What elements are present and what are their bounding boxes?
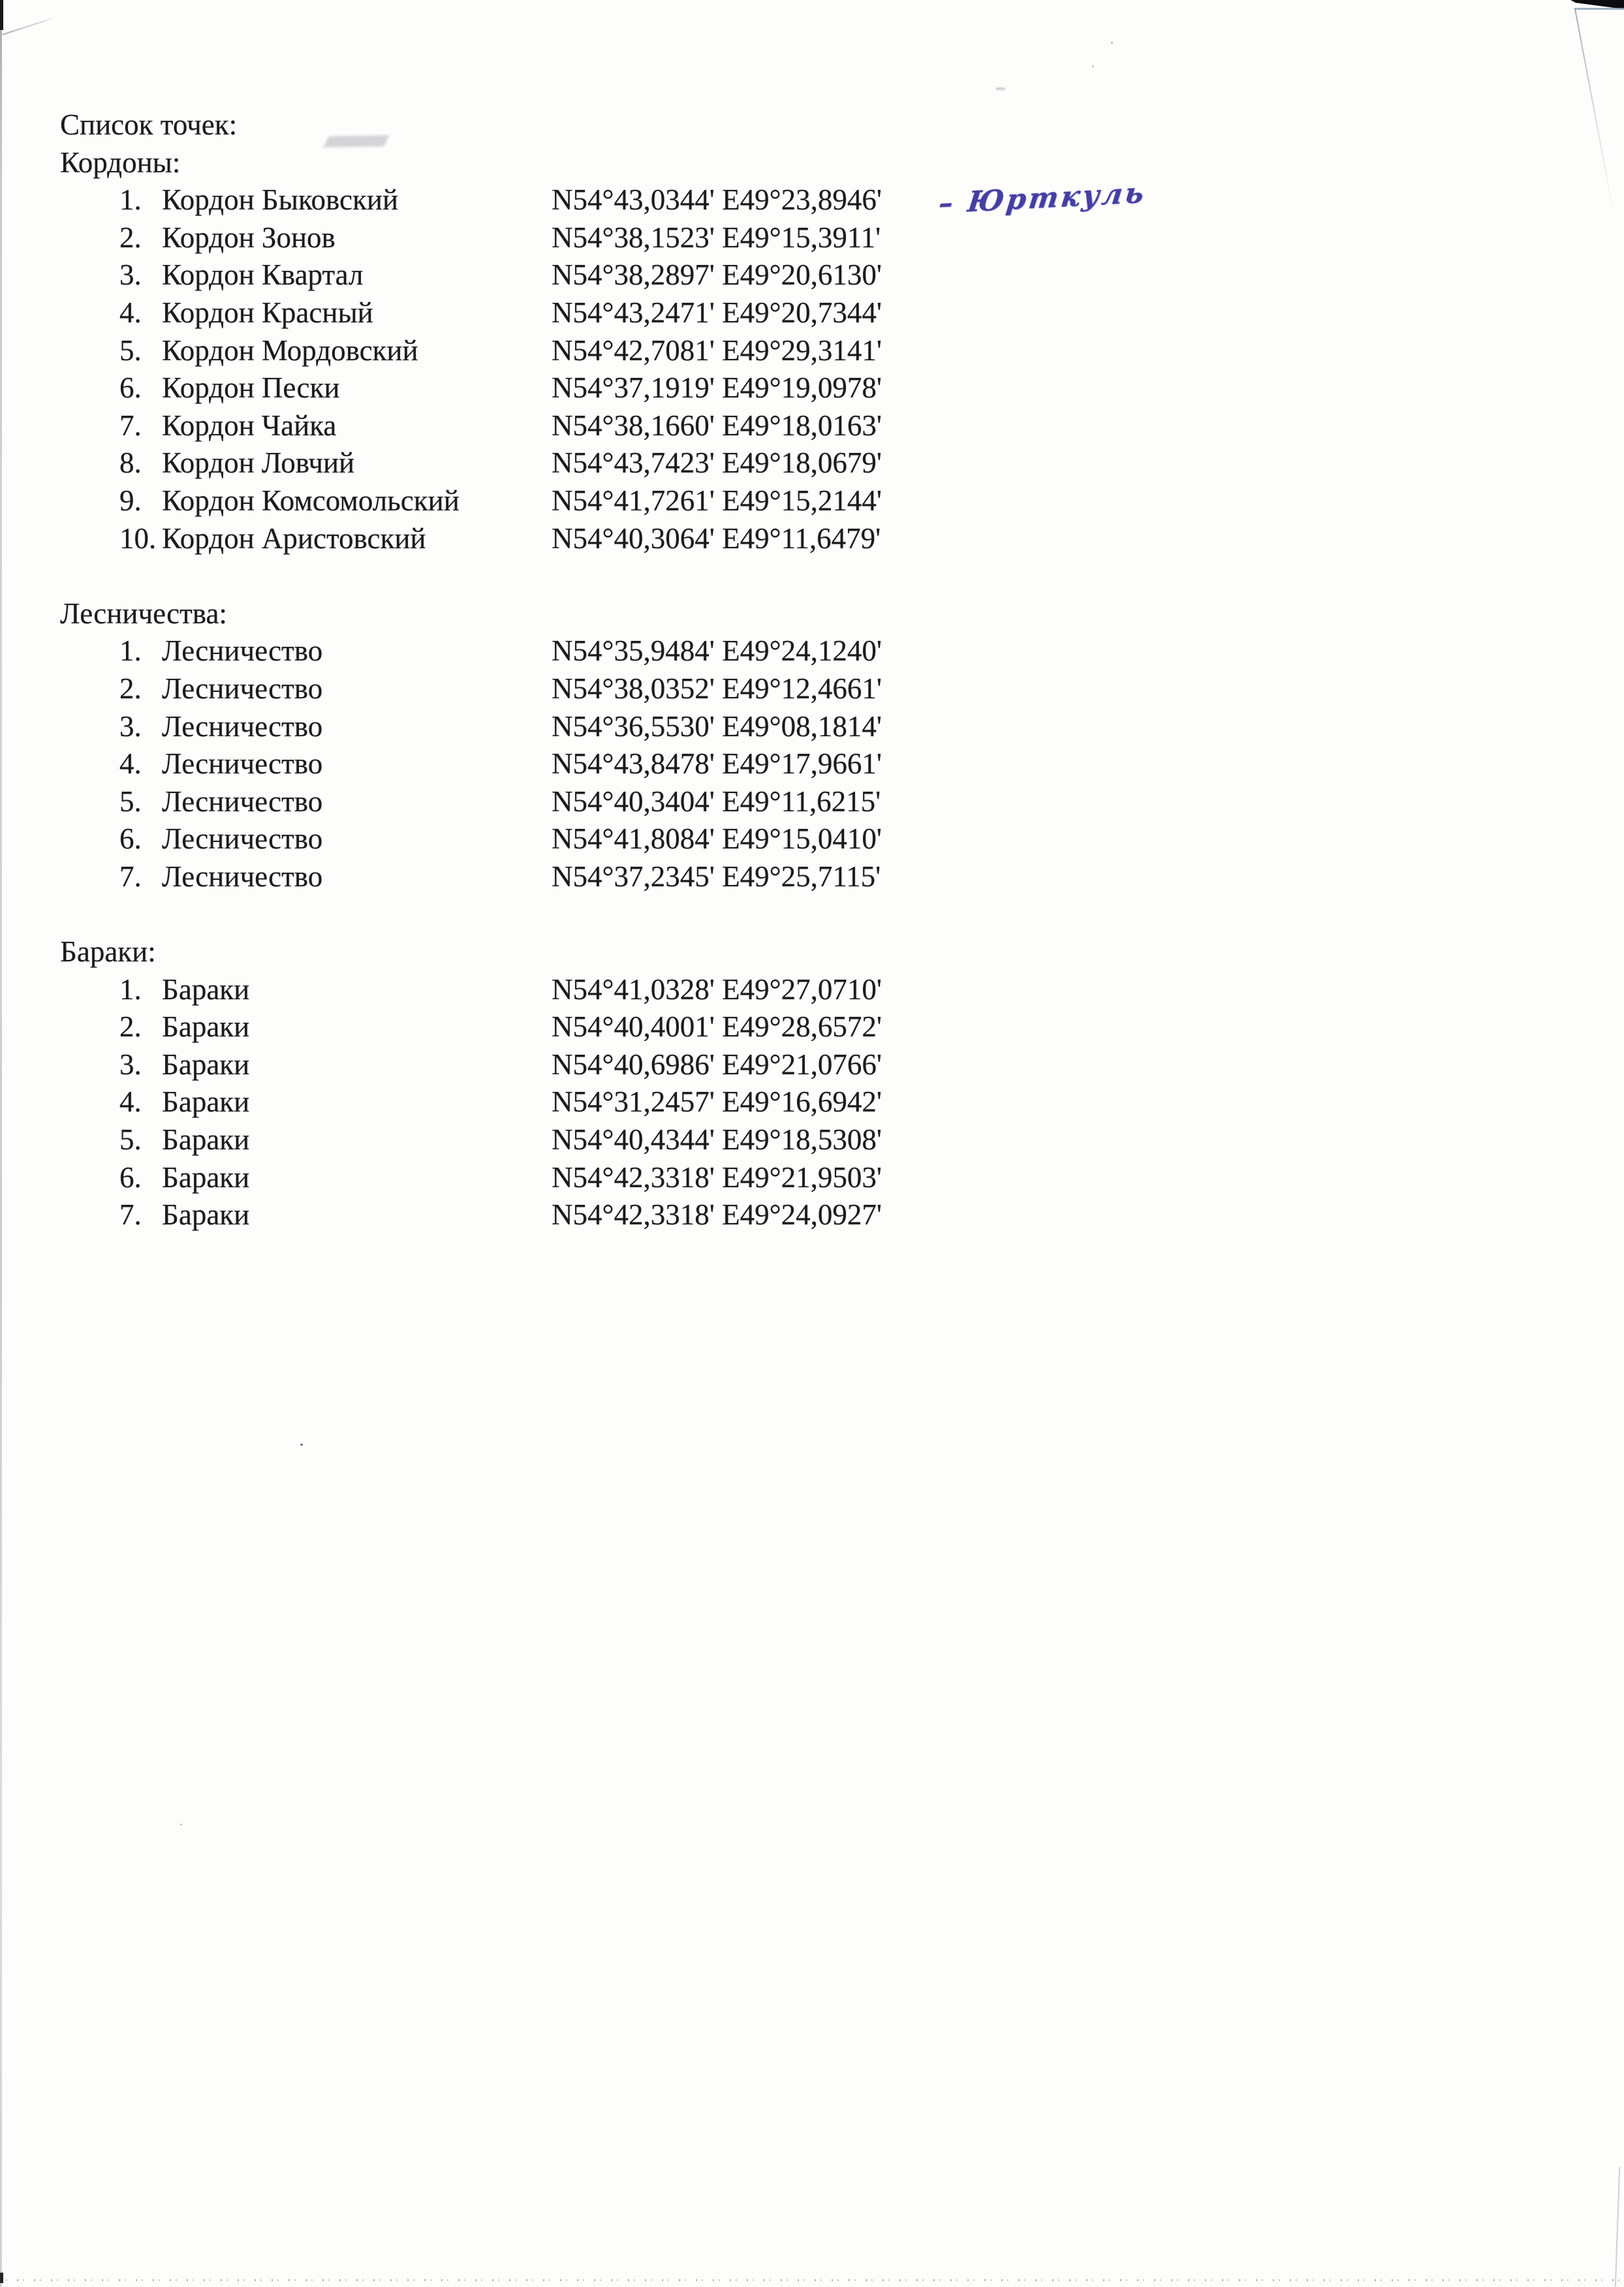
item-coords: N54°38,1660' E49°18,0163' — [552, 409, 882, 442]
item-num: 6. — [119, 1160, 142, 1194]
item-name: Лесничество — [162, 747, 323, 781]
item-num: 5. — [119, 785, 142, 818]
page-title: Список точек: — [60, 108, 238, 141]
item-coords: N54°40,6986' E49°21,0766' — [552, 1048, 882, 1081]
item-coords: N54°38,2897' E49°20,6130' — [552, 258, 882, 292]
item-name: Бараки — [162, 1085, 250, 1119]
item-name: Лесничество — [162, 822, 323, 856]
item-num: 4. — [119, 296, 142, 329]
item-coords: N54°40,3064' E49°11,6479' — [552, 521, 881, 555]
item-name: Кордон Ловчий — [162, 446, 355, 480]
list-item — [0, 257, 1624, 294]
scan-speck — [300, 1444, 303, 1446]
section-heading: Лесничества: — [60, 597, 227, 630]
section-0 — [0, 144, 1624, 558]
item-num: 2. — [119, 221, 142, 254]
item-name: Кордон Мордовский — [162, 334, 418, 367]
item-name: Лесничество — [162, 785, 323, 818]
item-num: 9. — [119, 484, 142, 517]
item-name: Кордон Чайка — [162, 409, 337, 442]
item-num: 4. — [119, 747, 142, 781]
item-coords: N54°43,7423' E49°18,0679' — [552, 446, 882, 480]
item-name: Кордон Аристовский — [162, 521, 426, 555]
scan-bottom-tick-left — [0, 2273, 3, 2283]
list-item — [0, 482, 1624, 520]
section-2 — [0, 933, 1624, 1234]
item-name: Кордон Быковский — [162, 183, 399, 217]
item-num: 2. — [119, 672, 142, 705]
item-coords: N54°37,1919' E49°19,0978' — [552, 371, 882, 405]
item-num: 1. — [119, 183, 142, 217]
item-name: Кордон Красный — [162, 296, 373, 329]
item-coords: N54°38,1523' E49°15,3911' — [552, 221, 881, 254]
item-coords: N54°41,0328' E49°27,0710' — [552, 972, 882, 1006]
list-item — [0, 332, 1624, 370]
item-num: 7. — [119, 409, 142, 442]
scan-speck — [1092, 65, 1094, 67]
item-coords: N54°43,0344' E49°23,8946' — [552, 183, 882, 217]
list-item — [0, 632, 1624, 670]
item-num: 10. — [119, 521, 157, 555]
scan-crease-bottom-right — [1615, 2167, 1620, 2287]
item-coords: N54°41,8084' E49°15,0410' — [552, 822, 882, 856]
item-name: Лесничество — [162, 672, 323, 705]
scan-corner-tick-top-left — [0, 0, 3, 30]
list-item — [0, 294, 1624, 332]
item-num: 4. — [119, 1085, 142, 1119]
item-name: Бараки — [162, 1048, 250, 1081]
item-name: Бараки — [162, 1010, 250, 1044]
item-coords: N54°43,8478' E49°17,9661' — [552, 747, 882, 781]
section-heading: Бараки: — [60, 935, 156, 969]
item-coords: N54°42,3318' E49°21,9503' — [552, 1160, 882, 1194]
list-item — [0, 181, 1624, 219]
item-num: 5. — [119, 334, 142, 367]
list-item — [0, 1121, 1624, 1159]
item-name: Кордон Комсомольский — [162, 484, 460, 517]
item-coords: N54°38,0352' E49°12,4661' — [552, 672, 882, 705]
list-item — [0, 670, 1624, 708]
item-coords: N54°40,4001' E49°28,6572' — [552, 1010, 882, 1044]
item-coords: N54°37,2345' E49°25,7115' — [552, 860, 881, 893]
item-name: Кордон Пески — [162, 371, 340, 405]
item-name: Кордон Зонов — [162, 221, 336, 254]
item-coords: N54°36,5530' E49°08,1814' — [552, 709, 882, 743]
item-num: 5. — [119, 1123, 142, 1157]
item-name: Бараки — [162, 972, 250, 1006]
item-coords: N54°31,2457' E49°16,6942' — [552, 1085, 882, 1119]
item-num: 3. — [119, 258, 142, 292]
item-num: 3. — [119, 709, 142, 743]
list-item — [0, 820, 1624, 858]
list-item — [0, 1083, 1624, 1121]
document-body — [0, 106, 1624, 1234]
list-item — [0, 708, 1624, 746]
list-item — [0, 219, 1624, 257]
item-num: 2. — [119, 1010, 142, 1044]
scan-bottom-noise-line — [0, 2279, 1624, 2281]
item-num: 1. — [119, 972, 142, 1006]
item-coords: N54°42,3318' E49°24,0927' — [552, 1198, 882, 1232]
item-num: 7. — [119, 860, 142, 893]
list-item — [0, 369, 1624, 407]
scan-crease-top-left — [3, 16, 56, 35]
item-coords: N54°35,9484' E49°24,1240' — [552, 634, 882, 668]
list-item — [0, 745, 1624, 783]
list-item — [0, 1046, 1624, 1084]
list-item — [0, 1008, 1624, 1046]
list-item — [0, 971, 1624, 1009]
item-coords: N54°40,3404' E49°11,6215' — [552, 785, 881, 818]
item-name: Лесничество — [162, 860, 323, 893]
item-num: 6. — [119, 371, 142, 405]
item-name: Бараки — [162, 1160, 250, 1194]
item-name: Бараки — [162, 1198, 250, 1232]
item-name: Лесничество — [162, 709, 323, 743]
item-num: 7. — [119, 1198, 142, 1232]
section-1 — [0, 595, 1624, 896]
handwritten-annotation: – Юрткуль — [937, 176, 1149, 221]
item-coords: N54°43,2471' E49°20,7344' — [552, 296, 882, 329]
item-num: 1. — [119, 634, 142, 668]
item-name: Кордон Квартал — [162, 258, 364, 292]
item-num: 8. — [119, 446, 142, 480]
scan-speck — [996, 87, 1005, 90]
list-item — [0, 444, 1624, 482]
scan-speck — [1111, 42, 1113, 44]
scan-corner-bar-top-right — [1570, 0, 1624, 9]
scan-corner-underline-top-right — [1574, 8, 1624, 10]
list-item — [0, 520, 1624, 558]
item-coords: N54°41,7261' E49°15,2144' — [552, 484, 882, 517]
item-name: Бараки — [162, 1123, 250, 1157]
item-coords: N54°42,7081' E49°29,3141' — [552, 334, 882, 367]
scan-speck — [180, 1824, 182, 1826]
list-item — [0, 407, 1624, 445]
list-item — [0, 858, 1624, 896]
list-item — [0, 783, 1624, 821]
item-num: 6. — [119, 822, 142, 856]
list-item — [0, 1196, 1624, 1234]
item-name: Лесничество — [162, 634, 323, 668]
item-coords: N54°40,4344' E49°18,5308' — [552, 1123, 882, 1157]
item-num: 3. — [119, 1048, 142, 1081]
section-heading: Кордоны: — [60, 146, 181, 179]
list-item — [0, 1159, 1624, 1197]
